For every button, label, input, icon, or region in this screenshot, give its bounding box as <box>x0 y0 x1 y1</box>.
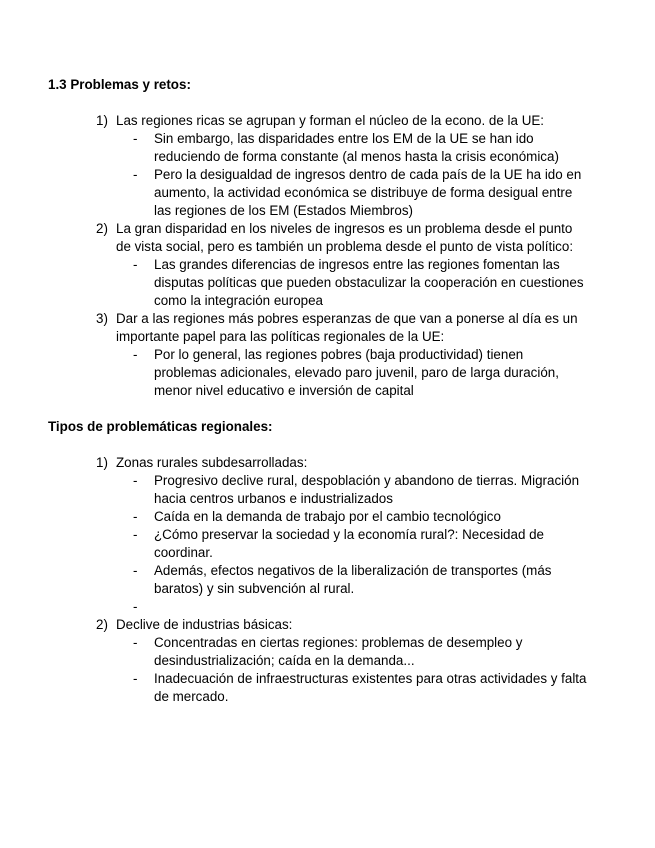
sub-list-item-text: Progresivo declive rural, despoblación y abandono de tierras. Migración hacia centros urbanos e industrializados <box>154 473 580 506</box>
problemas-list <box>48 112 588 400</box>
dash-bullet-icon: - <box>133 671 138 686</box>
dash-bullet-icon: - <box>133 257 138 272</box>
sub-list <box>116 634 588 706</box>
list-item-text: Dar a las regiones más pobres esperanzas de que van a ponerse al día es un importante papel para las políticas regionales de la UE: <box>116 311 578 344</box>
section-heading-problemas: 1.3 Problemas y retos: <box>48 77 191 92</box>
list-item <box>48 454 588 616</box>
dash-bullet-icon: - <box>133 347 138 362</box>
sub-list-item <box>116 670 588 706</box>
dash-bullet-icon: - <box>133 131 138 146</box>
sub-list-item <box>116 598 588 616</box>
sub-list-item-text: Inadecuación de infraestructuras existentes para otras actividades y falta de mercado. <box>154 671 587 704</box>
list-item-number: 3) <box>96 311 108 326</box>
sub-list-item <box>116 562 588 598</box>
list-item-number: 2) <box>96 221 108 236</box>
dash-bullet-icon: - <box>133 473 138 488</box>
list-item <box>48 220 588 310</box>
sub-list-item-text: Concentradas en ciertas regiones: problemas de desempleo y desindustrialización; caída en la demanda... <box>154 635 523 668</box>
sub-list-item <box>116 130 588 166</box>
sub-list-item <box>116 634 588 670</box>
sub-list-item-text: Las grandes diferencias de ingresos entre las regiones fomentan las disputas políticas que pueden obstaculizar la cooperación en cuestiones como la integración europea <box>154 257 584 308</box>
dash-bullet-icon: - <box>133 509 138 524</box>
sub-list-item <box>116 256 588 310</box>
document-page <box>48 76 588 706</box>
sub-list-item <box>116 508 588 526</box>
dash-bullet-icon: - <box>133 635 138 650</box>
list-item <box>48 616 588 706</box>
dash-bullet-icon: - <box>133 167 138 182</box>
sub-list-item-text: Pero la desigualdad de ingresos dentro de cada país de la UE ha ido en aumento, la actividad económica se distribuye de forma desigual entre las regiones de los EM (Estados Miembros) <box>154 167 582 218</box>
list-item-number: 2) <box>96 617 108 632</box>
tipos-list <box>48 454 588 706</box>
list-item <box>48 112 588 220</box>
sub-list <box>116 256 588 310</box>
sub-list-item <box>116 526 588 562</box>
dash-bullet-icon: - <box>133 527 138 542</box>
sub-list <box>116 130 588 220</box>
list-item-text: La gran disparidad en los niveles de ingresos es un problema desde el punto de vista social, pero es también un problema desde el punto de vista político: <box>116 221 574 254</box>
sub-list-item-text: Además, efectos negativos de la liberalización de transportes (más baratos) y sin subvención al rural. <box>154 563 552 596</box>
dash-bullet-icon: - <box>133 599 138 614</box>
list-item-number: 1) <box>96 113 108 128</box>
list-item-text: Declive de industrias básicas: <box>116 617 293 632</box>
sub-list-item-text: Por lo general, las regiones pobres (baja productividad) tienen problemas adicionales, elevado paro juvenil, paro de larga duración, menor nivel educativo e inversión de capital <box>154 347 559 398</box>
list-item-number: 1) <box>96 455 108 470</box>
sub-list <box>116 472 588 616</box>
list-item <box>48 310 588 400</box>
list-item-text: Zonas rurales subdesarrolladas: <box>116 455 308 470</box>
sub-list-item-text: ¿Cómo preservar la sociedad y la economía rural?: Necesidad de coordinar. <box>154 527 545 560</box>
sub-list-item <box>116 166 588 220</box>
sub-list-item <box>116 346 588 400</box>
sub-list-item-text: Sin embargo, las disparidades entre los EM de la UE se han ido reduciendo de forma constante (al menos hasta la crisis económica) <box>154 131 559 164</box>
dash-bullet-icon: - <box>133 563 138 578</box>
list-item-text: Las regiones ricas se agrupan y forman el núcleo de la econo. de la UE: <box>116 113 545 128</box>
sub-list-item-text <box>154 598 588 616</box>
sub-list <box>116 346 588 400</box>
section-heading-tipos: Tipos de problemáticas regionales: <box>48 419 273 434</box>
sub-list-item <box>116 472 588 508</box>
sub-list-item-text: Caída en la demanda de trabajo por el cambio tecnológico <box>154 509 501 524</box>
